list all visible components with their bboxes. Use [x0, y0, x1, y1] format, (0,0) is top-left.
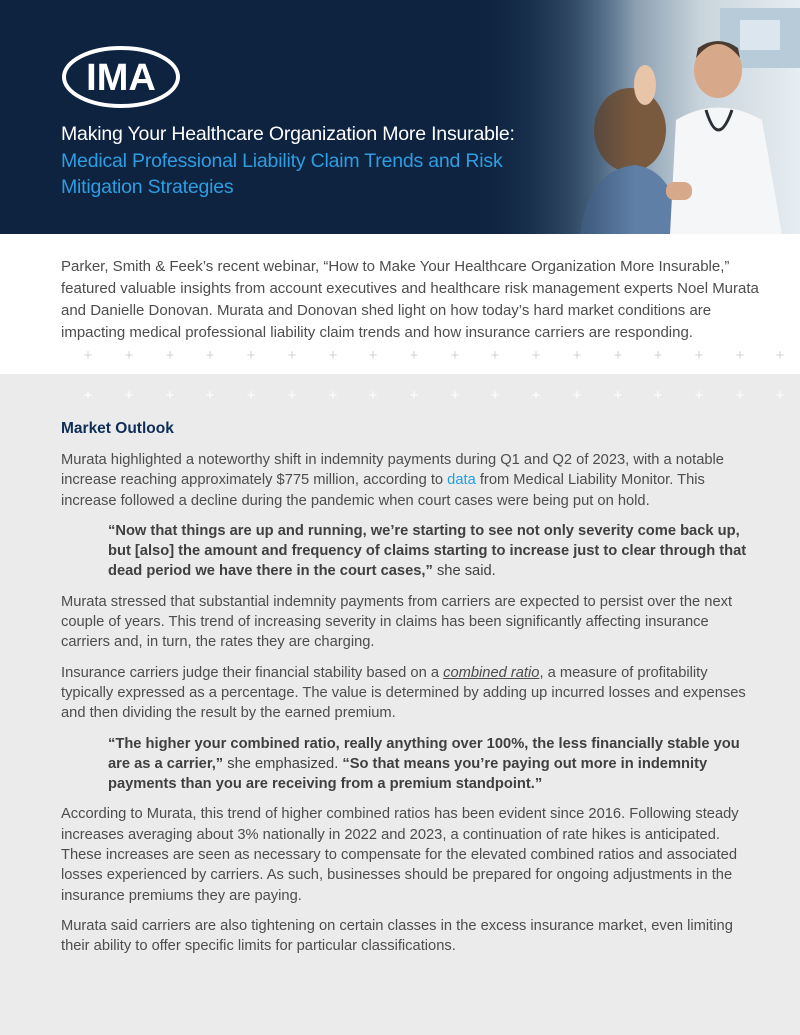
plus-pattern-top: + + + + + + + + + + + + + + + + + + — [83, 347, 785, 364]
intro-paragraph: Parker, Smith & Feek’s recent webinar, “How to Make Your Healthcare Organization More Insurable,” featured valuable insights from account executives and healthcare risk management experts Noel Murata and Danielle Donovan. Murata and Donovan shed light on how today’s hard market conditions are impacting medical professional liability claim trends and how insurance carriers are responding. — [61, 258, 759, 341]
svg-text:IMA: IMA — [86, 57, 156, 99]
paragraph-1: Murata highlighted a noteworthy shift in indemnity payments during Q1 and Q2 of 2023, with a notable increase reaching approximately $775 million, according to data from Medical Liability Monitor. This increase followed a decline during the pandemic when court cases were being put on hold. — [61, 452, 724, 509]
paragraph-5: Murata said carriers are also tightening on certain classes in the excess insurance market, even limiting their ability to offer specific limits for particular classifications. — [61, 917, 733, 955]
ima-logo — [60, 44, 182, 110]
title-line-1: Making Your Healthcare Organization More Insurable: — [61, 123, 515, 145]
plus-pattern-bottom: + + + + + + + + + + + + + + + + + + — [83, 387, 785, 404]
article-body — [61, 418, 761, 967]
hero-banner — [0, 0, 800, 234]
section-heading: Market Outlook — [61, 420, 174, 437]
quote-1: “Now that things are up and running, we’re starting to see not only severity come back up, but [also] the amount and frequency of claims starting to increase just to clear through that dead period we have there in the court cases,” she said. — [108, 522, 747, 580]
paragraph-3: Insurance carriers judge their financial stability based on a combined ratio, a measure of profitability typically expressed as a percentage. The value is determined by adding up incurred losses and expenses and then dividing the result by the earned premium. — [61, 664, 746, 722]
combined-ratio-link[interactable]: combined ratio — [443, 664, 540, 681]
page-title — [61, 121, 581, 201]
paragraph-2: Murata stressed that substantial indemnity payments from carriers are expected to persist over the next couple of years. This trend of increasing severity in claims has been significantly affecting insurance carriers and, in turn, the rates they are charging. — [61, 593, 733, 651]
data-link[interactable]: data — [447, 472, 476, 489]
paragraph-4: According to Murata, this trend of higher combined ratios has been evident since 2016. Following steady increases averaging about 3% nationally in 2022 and 2023, a continuation of rate hikes is anticipated. These increases are seen as necessary to compensate for the elevated combined ratios and associated losses experienced by carriers. As such, businesses should be prepared for ongoing adjustments in the insurance premiums they are paying. — [61, 806, 739, 904]
title-line-2: Medical Professional Liability Claim Trends and Risk Mitigation Strategies — [61, 149, 503, 198]
quote-2: “The higher your combined ratio, really anything over 100%, the less financially stable you are as a carrier,” she emphasized. “So that means you’re paying out more in indemnity payments than you are receiving from a premium standpoint.” — [108, 735, 740, 793]
